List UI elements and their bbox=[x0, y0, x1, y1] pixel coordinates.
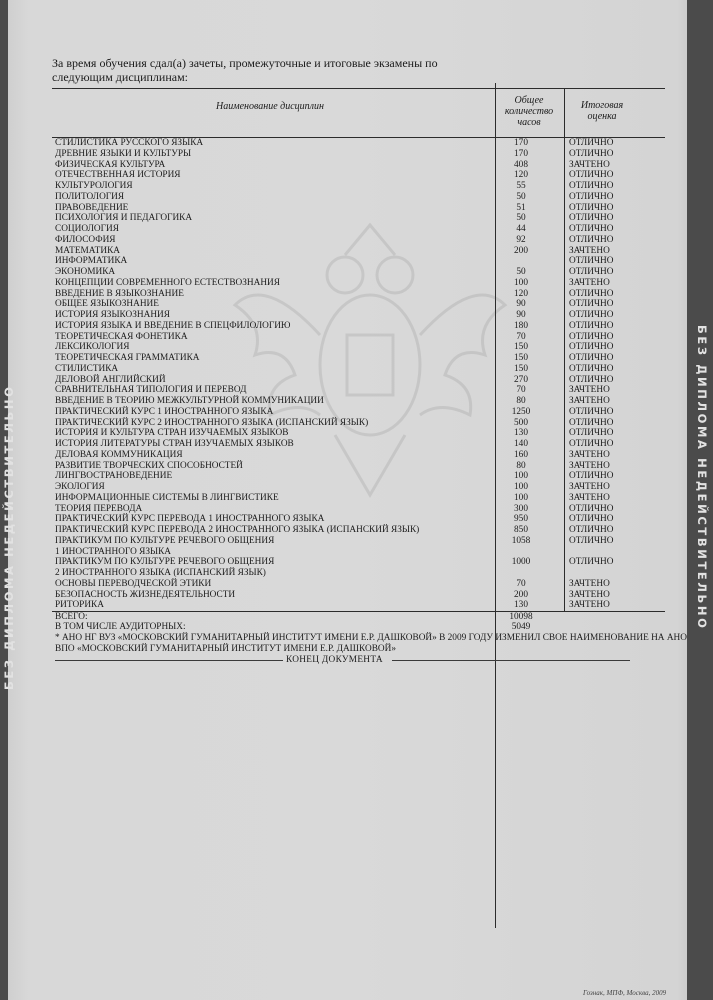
discipline-grade: ЗАЧТЕНО bbox=[569, 449, 610, 460]
discipline-name: РИТОРИКА bbox=[55, 600, 104, 611]
discipline-name: МАТЕМАТИКА bbox=[55, 245, 120, 256]
discipline-hours: 160 bbox=[514, 449, 528, 460]
discipline-hours: 100 bbox=[514, 482, 528, 492]
discipline-hours: 100 bbox=[514, 277, 528, 288]
discipline-grade: ОТЛИЧНО bbox=[569, 320, 614, 331]
discipline-grade: ОТЛИЧНО bbox=[569, 299, 614, 310]
discipline-name: ЛИНГВОСТРАНОВЕДЕНИЕ bbox=[55, 471, 173, 482]
end-rule-left bbox=[55, 660, 283, 661]
column-divider-grade bbox=[564, 88, 565, 612]
discipline-grade: ЗАЧТЕНО bbox=[569, 482, 610, 492]
discipline-grade: ЗАЧТЕНО bbox=[569, 159, 610, 170]
discipline-grade: ОТЛИЧНО bbox=[569, 406, 614, 417]
column-header-name: Наименование дисциплин bbox=[216, 101, 324, 112]
discipline-name: ДЕЛОВОЙ АНГЛИЙСКИЙ bbox=[55, 374, 166, 385]
discipline-grade: ОТЛИЧНО bbox=[569, 288, 614, 299]
discipline-name: ОТЕЧЕСТВЕННАЯ ИСТОРИЯ bbox=[55, 170, 181, 181]
discipline-hours: 100 bbox=[514, 492, 528, 503]
total-value: 10098 bbox=[509, 612, 533, 622]
discipline-grade: ОТЛИЧНО bbox=[569, 234, 614, 245]
discipline-grade: ОТЛИЧНО bbox=[569, 310, 614, 320]
emblem-watermark-icon bbox=[225, 215, 515, 515]
discipline-name: ОБЩЕЕ ЯЗЫКОЗНАНИЕ bbox=[55, 299, 159, 310]
side-note-right: БЕЗ ДИПЛОМА НЕДЕЙСТВИТЕЛЬНО bbox=[695, 325, 709, 631]
discipline-hours: 44 bbox=[516, 224, 526, 234]
discipline-grade: ЗАЧТЕНО bbox=[569, 245, 610, 256]
discipline-name: КОНЦЕПЦИИ СОВРЕМЕННОГО ЕСТЕСТВОЗНАНИЯ bbox=[55, 277, 280, 288]
discipline-hours: 92 bbox=[516, 234, 526, 245]
discipline-name: ПРАКТИКУМ ПО КУЛЬТУРЕ РЕЧЕВОГО ОБЩЕНИЯ bbox=[55, 535, 275, 546]
intro-text: За время обучения сдал(а) зачеты, промежуточные и итоговые экзамены по следующим дисциплинам: bbox=[52, 56, 438, 84]
end-rule-right bbox=[392, 660, 630, 661]
discipline-name: БЕЗОПАСНОСТЬ ЖИЗНЕДЕЯТЕЛЬНОСТИ bbox=[55, 589, 236, 600]
discipline-hours: 170 bbox=[514, 138, 528, 148]
column-divider-hours bbox=[495, 83, 496, 928]
discipline-name: ФИЛОСОФИЯ bbox=[55, 234, 116, 245]
discipline-name: ФИЗИЧЕСКАЯ КУЛЬТУРА bbox=[55, 159, 166, 170]
discipline-grade: ОТЛИЧНО bbox=[569, 374, 614, 385]
side-note-left: БЕЗ ДИПЛОМА НЕДЕЙСТВИТЕЛЬНО bbox=[2, 384, 16, 690]
discipline-grade: ОТЛИЧНО bbox=[569, 213, 614, 224]
discipline-hours: 170 bbox=[514, 148, 528, 159]
discipline-hours: 90 bbox=[516, 299, 526, 310]
discipline-name: ПРАКТИЧЕСКИЙ КУРС ПЕРЕВОДА 2 ИНОСТРАННОГО ЯЗЫКА (ИСПАНСКИЙ ЯЗЫК) bbox=[55, 525, 420, 535]
discipline-grade: ОТЛИЧНО bbox=[569, 471, 614, 482]
discipline-hours: 1250 bbox=[511, 406, 531, 417]
discipline-name: ТЕОРЕТИЧЕСКАЯ ФОНЕТИКА bbox=[55, 331, 188, 342]
discipline-name: ПРАВОВЕДЕНИЕ bbox=[55, 202, 129, 213]
discipline-grade: ОТЛИЧНО bbox=[569, 557, 614, 568]
discipline-name: ВВЕДЕНИЕ В ЯЗЫКОЗНАНИЕ bbox=[55, 288, 184, 299]
discipline-hours: 120 bbox=[514, 288, 528, 299]
discipline-grade: ЗАЧТЕНО bbox=[569, 492, 610, 503]
column-header-grade: Итоговая оценка bbox=[580, 100, 624, 122]
discipline-hours: 100 bbox=[514, 471, 528, 482]
table-bottom-border bbox=[52, 611, 665, 612]
discipline-grade: ОТЛИЧНО bbox=[569, 267, 614, 277]
discipline-grade: ЗАЧТЕНО bbox=[569, 277, 610, 288]
discipline-name: ИНФОРМАЦИОННЫЕ СИСТЕМЫ В ЛИНГВИСТИКЕ bbox=[55, 492, 279, 503]
discipline-hours: 70 bbox=[516, 385, 526, 396]
discipline-hours: 270 bbox=[514, 374, 528, 385]
discipline-hours: 130 bbox=[514, 428, 528, 439]
discipline-grade: ОТЛИЧНО bbox=[569, 256, 614, 267]
discipline-grade: ОТЛИЧНО bbox=[569, 535, 614, 546]
discipline-hours: 55 bbox=[516, 181, 526, 191]
discipline-name: ВВЕДЕНИЕ В ТЕОРИЮ МЕЖКУЛЬТУРНОЙ КОММУНИКАЦИИ bbox=[55, 396, 324, 406]
discipline-hours: 150 bbox=[514, 353, 528, 363]
discipline-grade: ОТЛИЧНО bbox=[569, 202, 614, 213]
discipline-name: РАЗВИТИЕ ТВОРЧЕСКИХ СПОСОБНОСТЕЙ bbox=[55, 460, 243, 471]
institute-rename-note: * АНО НГ ВУЗ «МОСКОВСКИЙ ГУМАНИТАРНЫЙ ИНСТИТУТ ИМЕНИ Е.Р. ДАШКОВОЙ» В 2009 ГОДУ ИЗМЕНИЛ СВОЕ НАИМЕНОВАНИЕ НА АНО ВПО «МОСКОВСКИЙ ГУМАНИТАРНЫЙ ИНСТИТУТ ИМЕНИ Е.Р. ДАШКОВОЙ» bbox=[55, 633, 687, 654]
discipline-name: ИСТОРИЯ И КУЛЬТУРА СТРАН ИЗУЧАЕМЫХ ЯЗЫКОВ bbox=[55, 428, 289, 439]
discipline-grade: ЗАЧТЕНО bbox=[569, 385, 610, 396]
discipline-hours: 150 bbox=[514, 363, 528, 374]
discipline-name: ПРАКТИЧЕСКИЙ КУРС ПЕРЕВОДА 1 ИНОСТРАННОГО ЯЗЫКА bbox=[55, 514, 325, 525]
discipline-hours: 120 bbox=[514, 170, 528, 181]
discipline-name: СТИЛИСТИКА РУССКОГО ЯЗЫКА bbox=[55, 138, 204, 148]
discipline-hours: 500 bbox=[514, 417, 528, 428]
discipline-hours: 200 bbox=[514, 245, 528, 256]
discipline-hours: 50 bbox=[516, 191, 526, 202]
discipline-grade: ОТЛИЧНО bbox=[569, 148, 614, 159]
discipline-name: ПРАКТИЧЕСКИЙ КУРС 1 ИНОСТРАННОГО ЯЗЫКА bbox=[55, 406, 274, 417]
discipline-hours: 1000 bbox=[511, 557, 531, 568]
discipline-name: ПОЛИТОЛОГИЯ bbox=[55, 191, 125, 202]
discipline-name: ПРАКТИЧЕСКИЙ КУРС 2 ИНОСТРАННОГО ЯЗЫКА (ИСПАНСКИЙ ЯЗЫК) bbox=[55, 417, 369, 428]
total-label: ВСЕГО: bbox=[55, 612, 88, 622]
discipline-grade: ОТЛИЧНО bbox=[569, 170, 614, 181]
discipline-hours: 950 bbox=[514, 514, 528, 525]
discipline-name: ТЕОРИЯ ПЕРЕВОДА bbox=[55, 503, 143, 514]
table-top-border bbox=[52, 88, 665, 89]
discipline-hours: 408 bbox=[514, 159, 528, 170]
discipline-grade: ОТЛИЧНО bbox=[569, 181, 614, 191]
discipline-name: ДРЕВНИЕ ЯЗЫКИ И КУЛЬТУРЫ bbox=[55, 148, 192, 159]
discipline-grade: ОТЛИЧНО bbox=[569, 342, 614, 353]
discipline-grade: ОТЛИЧНО bbox=[569, 503, 614, 514]
discipline-hours: 50 bbox=[516, 213, 526, 224]
discipline-name: ЛЕКСИКОЛОГИЯ bbox=[55, 342, 130, 353]
discipline-grade: ОТЛИЧНО bbox=[569, 439, 614, 449]
discipline-grade: ОТЛИЧНО bbox=[569, 417, 614, 428]
discipline-grade: ОТЛИЧНО bbox=[569, 331, 614, 342]
discipline-grade: ОТЛИЧНО bbox=[569, 363, 614, 374]
discipline-name: СОЦИОЛОГИЯ bbox=[55, 224, 119, 234]
discipline-hours: 180 bbox=[514, 320, 528, 331]
discipline-name: ОСНОВЫ ПЕРЕВОДЧЕСКОЙ ЭТИКИ bbox=[55, 578, 212, 589]
discipline-name: ИСТОРИЯ ЯЗЫКА И ВВЕДЕНИЕ В СПЕЦФИЛОЛОГИЮ bbox=[55, 320, 291, 331]
discipline-hours: 850 bbox=[514, 525, 528, 535]
discipline-name: ИСТОРИЯ ЛИТЕРАТУРЫ СТРАН ИЗУЧАЕМЫХ ЯЗЫКОВ bbox=[55, 439, 294, 449]
discipline-grade: ЗАЧТЕНО bbox=[569, 396, 610, 406]
auditorium-value: 5049 bbox=[511, 622, 531, 632]
discipline-name: ЭКОНОМИКА bbox=[55, 267, 116, 277]
discipline-name: ИНФОРМАТИКА bbox=[55, 256, 128, 267]
auditorium-label: В ТОМ ЧИСЛЕ АУДИТОРНЫХ: bbox=[55, 622, 186, 632]
discipline-name: ПРАКТИКУМ ПО КУЛЬТУРЕ РЕЧЕВОГО ОБЩЕНИЯ bbox=[55, 557, 275, 568]
discipline-grade: ЗАЧТЕНО bbox=[569, 578, 610, 589]
discipline-name: ПСИХОЛОГИЯ И ПЕДАГОГИКА bbox=[55, 213, 193, 224]
discipline-hours: 80 bbox=[516, 460, 526, 471]
discipline-hours: 200 bbox=[514, 589, 528, 600]
column-header-hours: Общее количество часов bbox=[504, 95, 554, 128]
discipline-name: 1 ИНОСТРАННОГО ЯЗЫКА bbox=[55, 546, 172, 557]
discipline-hours: 150 bbox=[514, 342, 528, 353]
discipline-name: ИСТОРИЯ ЯЗЫКОЗНАНИЯ bbox=[55, 310, 170, 320]
discipline-name: ТЕОРЕТИЧЕСКАЯ ГРАММАТИКА bbox=[55, 353, 200, 363]
discipline-hours: 50 bbox=[516, 267, 526, 277]
discipline-hours: 70 bbox=[516, 578, 526, 589]
discipline-name: КУЛЬТУРОЛОГИЯ bbox=[55, 181, 133, 191]
discipline-hours: 70 bbox=[516, 331, 526, 342]
discipline-grade: ЗАЧТЕНО bbox=[569, 600, 610, 611]
discipline-hours: 140 bbox=[514, 439, 528, 449]
discipline-grade: ЗАЧТЕНО bbox=[569, 589, 610, 600]
discipline-name: ЭКОЛОГИЯ bbox=[55, 482, 105, 492]
discipline-hours: 1058 bbox=[511, 535, 531, 546]
discipline-grade: ОТЛИЧНО bbox=[569, 224, 614, 234]
discipline-name: СРАВНИТЕЛЬНАЯ ТИПОЛОГИЯ И ПЕРЕВОД bbox=[55, 385, 247, 396]
discipline-name: 2 ИНОСТРАННОГО ЯЗЫКА (ИСПАНСКИЙ ЯЗЫК) bbox=[55, 568, 266, 578]
discipline-grade: ОТЛИЧНО bbox=[569, 353, 614, 363]
discipline-hours: 130 bbox=[514, 600, 528, 611]
end-of-document: КОНЕЦ ДОКУМЕНТА bbox=[286, 655, 383, 665]
discipline-name: ДЕЛОВАЯ КОММУНИКАЦИЯ bbox=[55, 449, 183, 460]
discipline-name: СТИЛИСТИКА bbox=[55, 363, 119, 374]
discipline-grade: ОТЛИЧНО bbox=[569, 525, 614, 535]
discipline-hours: 80 bbox=[516, 396, 526, 406]
discipline-grade: ОТЛИЧНО bbox=[569, 514, 614, 525]
discipline-hours: 90 bbox=[516, 310, 526, 320]
discipline-hours: 51 bbox=[516, 202, 526, 213]
discipline-grade: ЗАЧТЕНО bbox=[569, 460, 610, 471]
printer-mark: Гознак, МПФ, Москва, 2009 bbox=[583, 989, 667, 997]
discipline-grade: ОТЛИЧНО bbox=[569, 191, 614, 202]
discipline-grade: ОТЛИЧНО bbox=[569, 138, 614, 148]
discipline-grade: ОТЛИЧНО bbox=[569, 428, 614, 439]
discipline-hours: 300 bbox=[514, 503, 528, 514]
